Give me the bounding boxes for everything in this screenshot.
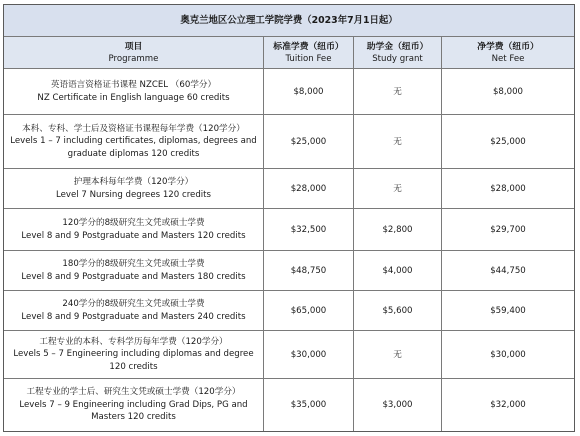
- row-8-programme: [4, 379, 264, 431]
- row-6-programme-en: Level 8 and 9 Postgraduate and Masters 240 credits: [21, 311, 246, 322]
- row-3-grant: 无: [354, 169, 442, 209]
- header-net-fee-en: Net Fee: [491, 53, 525, 64]
- header-programme: [4, 37, 264, 69]
- row-1-programme-en: NZ Certificate in English language 60 credits: [37, 92, 230, 103]
- row-3-programme-zh: 护理本科每年学费（120学分）: [73, 177, 194, 187]
- row-8-programme-zh: 工程专业的学士后、研究生文凭或硕士学费（120学分）: [26, 387, 241, 398]
- row-3-net: $28,000: [442, 169, 574, 209]
- table-title: 奥克兰地区公立理工学院学费（2023年7月1日起）: [4, 5, 574, 37]
- row-7-programme-en-line1: Levels 5 – 7 Engineering including diplomas and degree: [13, 349, 254, 360]
- fee-table: [3, 4, 575, 432]
- row-1-grant: 无: [354, 69, 442, 115]
- header-study-grant-en: Study grant: [372, 53, 423, 64]
- row-7-programme: [4, 331, 264, 379]
- row-2-programme-zh: 本科、专科、学士后及资格证书课程每年学费（120学分）: [22, 123, 245, 134]
- row-6-grant: $5,600: [354, 291, 442, 331]
- row-8-programme-en-line2: Masters 120 credits: [91, 412, 176, 423]
- row-5-programme-zh: 180学分的8级研究生文凭或硕士学费: [62, 259, 205, 269]
- row-3-tuition: $28,000: [264, 169, 354, 209]
- row-8-programme-en-line1: Levels 7 – 9 Engineering including Grad Dips, PG and: [19, 399, 248, 410]
- header-tuition-fee-zh: 标准学费（纽币）: [273, 41, 344, 52]
- row-8-grant: $3,000: [354, 379, 442, 431]
- row-4-tuition: $32,500: [264, 209, 354, 251]
- row-5-programme: [4, 251, 264, 291]
- row-2-programme-en-line1: Levels 1 – 7 including certificates, diplomas, degrees and: [10, 136, 257, 147]
- row-7-programme-zh: 工程专业的本科、专科学历每年学费（120学分）: [39, 336, 228, 347]
- row-6-programme-zh: 240学分的8级研究生文凭或硕士学费: [62, 299, 205, 309]
- row-5-net: $44,750: [442, 251, 574, 291]
- row-2-tuition: $25,000: [264, 115, 354, 169]
- header-study-grant-zh: 助学金（纽币）: [366, 41, 429, 52]
- row-5-programme-en: Level 8 and 9 Postgraduate and Masters 180 credits: [21, 271, 246, 282]
- header-study-grant: [354, 37, 442, 69]
- row-8-net: $32,000: [490, 400, 526, 410]
- row-3-programme-en: Level 7 Nursing degrees 120 credits: [55, 189, 212, 200]
- row-4-programme-zh: 120学分的8级研究生文凭或硕士学费: [62, 218, 205, 228]
- row-6-programme: [4, 291, 264, 331]
- row-1-net: $8,000: [442, 69, 574, 115]
- row-1-programme: [4, 69, 264, 115]
- row-2-programme-en-line2: graduate diplomas 120 credits: [67, 148, 200, 159]
- row-7-net: $30,000: [442, 331, 574, 379]
- row-1-programme-zh: 英语语言资格证书课程 NZCEL （60学分）: [50, 80, 217, 90]
- row-2-programme: [4, 115, 264, 169]
- row-2-net: $25,000: [442, 115, 574, 169]
- row-6-tuition: $65,000: [264, 291, 354, 331]
- header-net-fee: [442, 37, 574, 69]
- header-tuition-fee: [264, 37, 354, 69]
- row-2-grant: 无: [354, 115, 442, 169]
- header-tuition-fee-en: Tuition Fee: [285, 53, 332, 64]
- row-7-programme-en-line2: 120 credits: [109, 361, 158, 372]
- row-6-net: $59,400: [442, 291, 574, 331]
- row-7-tuition: $30,000: [264, 331, 354, 379]
- row-3-programme: [4, 169, 264, 209]
- row-4-programme-en: Level 8 and 9 Postgraduate and Masters 120 credits: [21, 230, 246, 241]
- row-4-programme: [4, 209, 264, 251]
- row-1-tuition: $8,000: [264, 69, 354, 115]
- header-net-fee-zh: 净学费（纽币）: [477, 41, 539, 52]
- row-5-tuition: $48,750: [264, 251, 354, 291]
- row-5-grant: $4,000: [354, 251, 442, 291]
- header-programme-en: Programme: [108, 53, 159, 64]
- row-4-net: $29,700: [442, 209, 574, 251]
- row-8-tuition: $35,000: [264, 379, 354, 431]
- header-programme-zh: 项目: [124, 41, 143, 52]
- row-4-grant: $2,800: [354, 209, 442, 251]
- row-7-grant: 无: [354, 331, 442, 379]
